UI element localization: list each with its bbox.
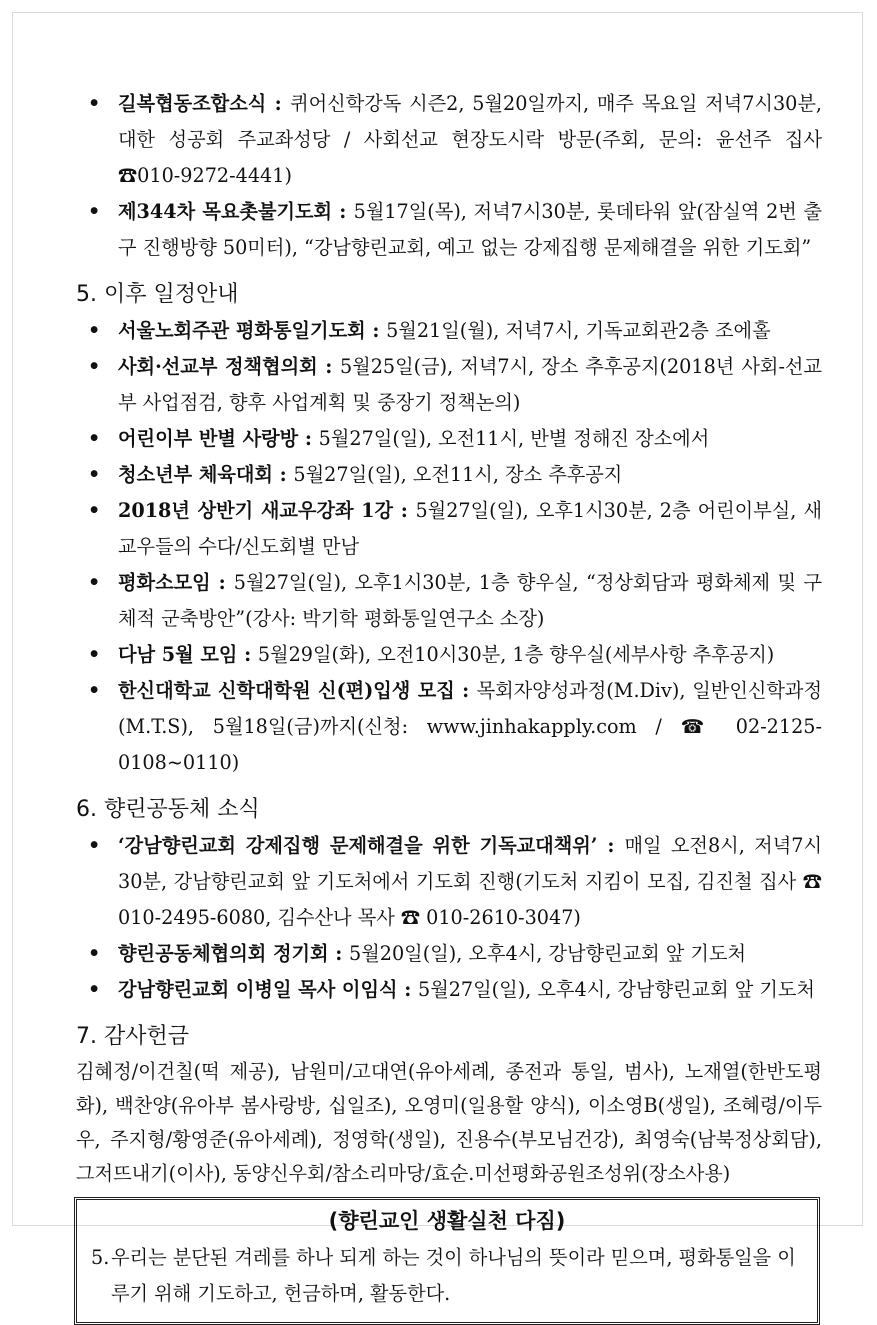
list-item [76, 637, 822, 673]
bullet: • [88, 679, 101, 702]
section-title-schedule: 5. 이후 일정안내 [76, 282, 239, 307]
list-item [76, 421, 822, 457]
list-item [76, 565, 822, 637]
bullet: • [88, 834, 101, 857]
bullet: • [88, 92, 101, 115]
list-item [76, 972, 822, 1008]
pledge-title: (향린교인 생활실천 다짐) [328, 1209, 566, 1233]
bullet: • [88, 643, 101, 666]
item-title: 한신대학교 신학대학원 신(편)입생 모집 : [118, 679, 477, 702]
list-item [76, 194, 822, 266]
item-text: 5월25일(금), 저녁7시, 장소 추후공지(2018년 사회-선교부 사업점검, 향후 사업계획 및 중장기 정책논의) [118, 355, 823, 414]
item-text: 5월21일(월), 저녁7시, 기독교회관2층 조에홀 [386, 319, 771, 342]
item-title: 제344차 목요촛불기도회 : [118, 200, 354, 223]
bullet: • [88, 942, 101, 965]
list-item [76, 86, 822, 194]
bullet: • [88, 571, 101, 594]
list-item [76, 936, 822, 972]
bullet: • [88, 427, 101, 450]
item-text: 5월27일(일), 오후1시30분, 1층 향우실, “정상회담과 평화체제 및 구체적 군축방안”(강사: 박기학 평화통일연구소 소장) [118, 571, 822, 630]
item-title: ‘강남향린교회 강제집행 문제해결을 위한 기독교대책위’ : [118, 834, 625, 857]
section-title-community: 6. 향린공동체 소식 [76, 797, 260, 822]
item-title: 강남향린교회 이병일 목사 이임식 : [118, 978, 418, 1001]
list-item [76, 313, 822, 349]
pledge-text: 우리는 분단된 겨레를 하나 되게 하는 것이 하나님의 뜻이라 믿으며, 평화통일을 이루기 위해 기도하고, 헌금하며, 활동한다. [111, 1246, 796, 1305]
item-title: 길복협동조합소식 : [118, 92, 291, 115]
item-text: 5월27일(일), 오전11시, 반별 정해진 장소에서 [318, 427, 710, 450]
list-item [76, 493, 822, 565]
item-text: 매일 오전8시, 저녁7시 30분, 강남향린교회 앞 기도처에서 기도회 진행(기도처 지킴이 모집, 김진철 집사 ☎ 010-2495-6080, 김수산나 목사 ☎ 010-2610-3047) [118, 834, 822, 929]
bullet: • [88, 499, 101, 522]
item-title: 평화소모임 : [118, 571, 234, 594]
list-item [76, 457, 822, 493]
document-body [76, 86, 822, 1325]
item-title: 향린공동체협의회 정기회 : [118, 942, 350, 965]
offering-list: 김혜정/이건칠(떡 제공), 남원미/고대연(유아세례, 종전과 통일, 범사), 노재열(한반도평화), 백찬양(유아부 봄사랑방, 십일조), 오영미(일용할 양식), 이소영B(생일), 조혜령/이두우, 주지형/황영준(유아세례), 정영학(생일), 진용수(부모님건강), 최영숙(남북정상회담), 그저뜨내기(이사), 동양신우회/참소리마당/효순.미선평화공원조성위(장소사용) [76, 1060, 822, 1185]
item-text: 5월17일(목), 저녁7시30분, 롯데타워 앞(잠실역 2번 출구 진행방향 50미터), “강남향린교회, 예고 없는 강제집행 문제해결을 위한 기도회” [118, 200, 822, 259]
item-title: 청소년부 체육대회 : [118, 463, 294, 486]
bullet: • [88, 978, 101, 1001]
item-title: 사회·선교부 정책협의회 : [118, 355, 340, 378]
item-title: 어린이부 반별 사랑방 : [118, 427, 319, 450]
list-item [76, 349, 822, 421]
list-item [76, 828, 822, 936]
pledge-text-block [91, 1240, 803, 1312]
bullet: • [88, 200, 101, 223]
list-item [76, 673, 822, 781]
item-text: 5월20일(일), 오후4시, 강남향린교회 앞 기도처 [349, 942, 746, 965]
bullet: • [88, 463, 101, 486]
item-text: 5월27일(일), 오후1시30분, 2층 어린이부실, 새교우들의 수다/신도회별 만남 [118, 499, 822, 558]
item-text: 5월27일(일), 오전11시, 장소 추후공지 [293, 463, 623, 486]
section-title-offerings: 7. 감사헌금 [76, 1024, 189, 1049]
pledge-number: 5. [91, 1246, 110, 1269]
bullet: • [88, 319, 101, 342]
item-title: 다남 5월 모임 : [118, 643, 258, 666]
bullet: • [88, 355, 101, 378]
item-text: 5월29일(화), 오전10시30분, 1층 향우실(세부사항 추후공지) [257, 643, 775, 666]
item-text: 퀴어신학강독 시즌2, 5월20일까지, 매주 목요일 저녁7시30분, 대한 성공회 주교좌성당 / 사회선교 현장도시락 방문(주회, 문의: 윤선주 집사 ☎010-9272-4441) [118, 92, 822, 187]
item-title: 서울노회주관 평화통일기도회 : [118, 319, 387, 342]
item-text: 목회자양성과정(M.Div), 일반인신학과정(M.T.S), 5월18일(금)까지(신청: www.jinhakapply.com / ☎ 02-2125-0108~0110) [118, 679, 822, 774]
item-text: 5월27일(일), 오후4시, 강남향린교회 앞 기도처 [417, 978, 815, 1001]
item-title: 2018년 상반기 새교우강좌 1강 : [118, 499, 416, 522]
pledge-box [74, 1197, 820, 1325]
